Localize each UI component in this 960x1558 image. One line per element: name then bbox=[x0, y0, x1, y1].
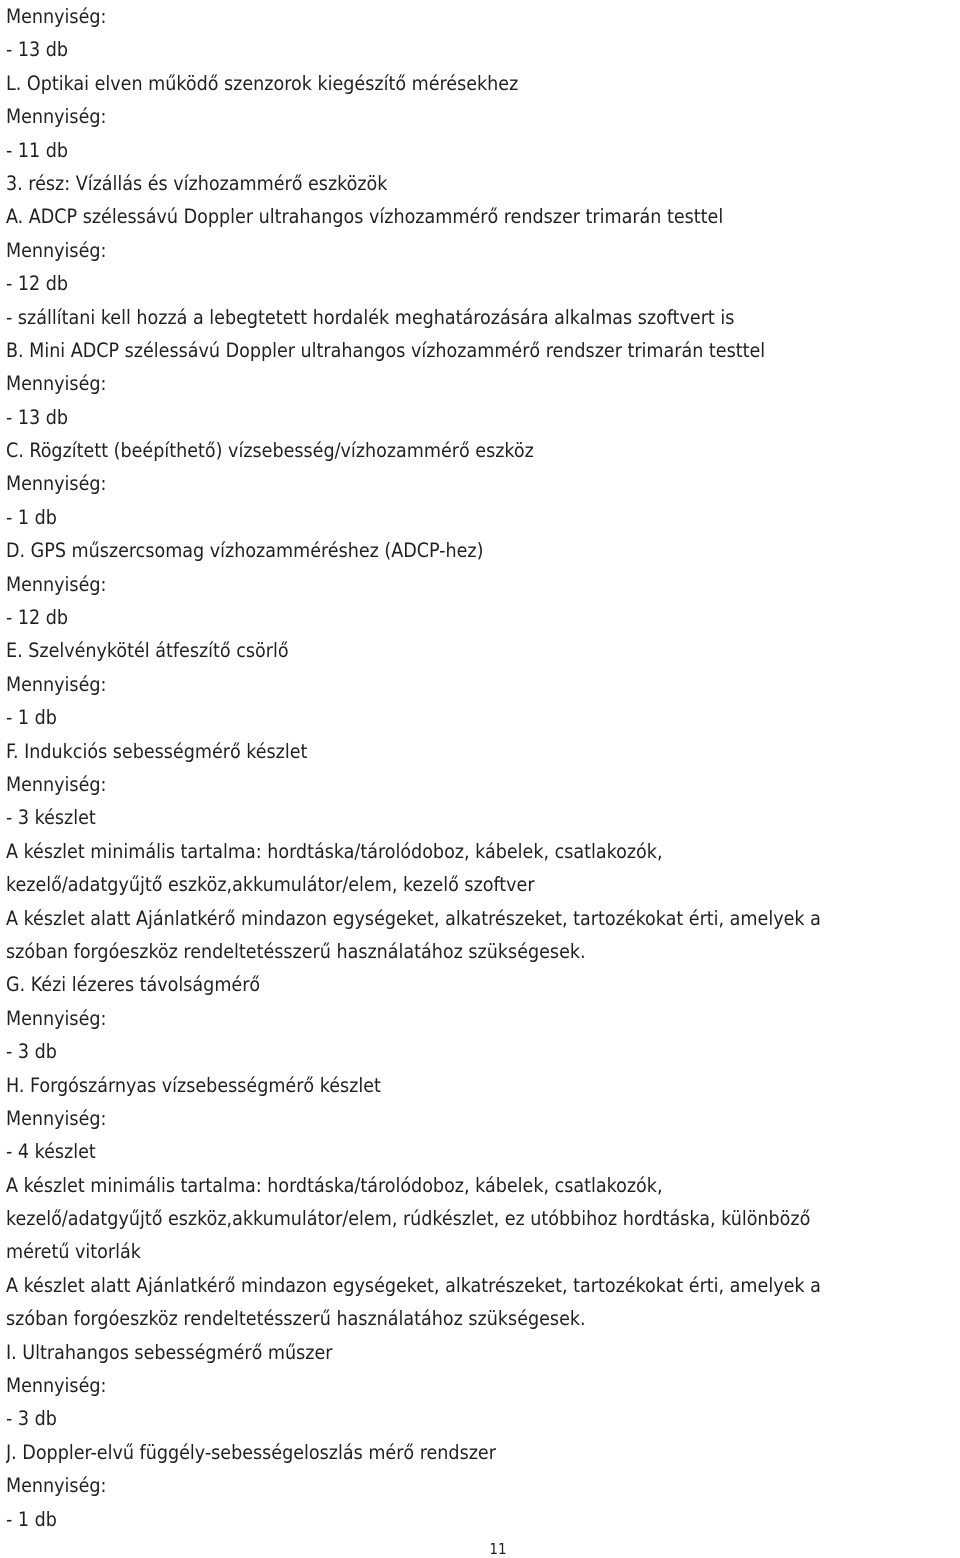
quantity-value: - 3 készlet bbox=[6, 806, 96, 830]
quantity-label: Mennyiség: bbox=[6, 1006, 107, 1030]
item-heading-i: I. Ultrahangos sebességmérő műszer bbox=[6, 1340, 333, 1364]
quantity-label: Mennyiség: bbox=[6, 772, 107, 796]
item-note: - szállítani kell hozzá a lebegtetett hordalék meghatározására alkalmas szoftvert is bbox=[6, 305, 735, 329]
quantity-value: - 1 db bbox=[6, 505, 57, 529]
item-description: kezelő/adatgyűjtő eszköz,akkumulátor/elem, kezelő szoftver bbox=[6, 873, 535, 897]
quantity-label: Mennyiség: bbox=[6, 472, 107, 496]
item-heading-j: J. Doppler-elvű függély-sebességeloszlás mérő rendszer bbox=[6, 1440, 496, 1464]
item-heading-c: C. Rögzített (beépíthető) vízsebesség/vízhozammérő eszköz bbox=[6, 439, 534, 463]
quantity-value: - 13 db bbox=[6, 405, 69, 429]
quantity-label: Mennyiség: bbox=[6, 1374, 107, 1398]
quantity-label: Mennyiség: bbox=[6, 105, 107, 129]
quantity-value: - 13 db bbox=[6, 38, 69, 62]
item-heading-g: G. Kézi lézeres távolságmérő bbox=[6, 973, 261, 997]
quantity-value: - 1 db bbox=[6, 706, 57, 730]
quantity-label: Mennyiség: bbox=[6, 672, 107, 696]
quantity-label: Mennyiség: bbox=[6, 5, 107, 28]
quantity-label: Mennyiség: bbox=[6, 1474, 107, 1498]
quantity-value: - 3 db bbox=[6, 1407, 57, 1431]
quantity-value: - 11 db bbox=[6, 138, 69, 162]
part-heading: 3. rész: Vízállás és vízhozammérő eszközök bbox=[6, 171, 388, 195]
quantity-value: - 1 db bbox=[6, 1507, 57, 1531]
item-heading-f: F. Indukciós sebességmérő készlet bbox=[6, 739, 308, 763]
item-description: kezelő/adatgyűjtő eszköz,akkumulátor/elem, rúdkészlet, ez utóbbihoz hordtáska, különböző bbox=[6, 1207, 811, 1231]
quantity-label: Mennyiség: bbox=[6, 238, 107, 262]
item-description: A készlet minimális tartalma: hordtáska/tárolódoboz, kábelek, csatlakozók, bbox=[6, 839, 663, 863]
item-heading-d: D. GPS műszercsomag vízhozamméréshez (ADCP-hez) bbox=[6, 539, 484, 563]
item-heading-l: L. Optikai elven működő szenzorok kiegészítő mérésekhez bbox=[6, 71, 519, 95]
item-heading-h: H. Forgószárnyas vízsebességmérő készlet bbox=[6, 1073, 381, 1097]
quantity-label: Mennyiség: bbox=[6, 1106, 107, 1130]
item-description: A készlet minimális tartalma: hordtáska/tárolódoboz, kábelek, csatlakozók, bbox=[6, 1173, 663, 1197]
item-heading-e: E. Szelvénykötél átfeszítő csörlő bbox=[6, 639, 289, 663]
item-description: szóban forgóeszköz rendeltetésszerű használatához szükségesek. bbox=[6, 1307, 586, 1331]
document-body bbox=[6, 0, 958, 1536]
quantity-value: - 12 db bbox=[6, 606, 69, 630]
item-description: szóban forgóeszköz rendeltetésszerű használatához szükségesek. bbox=[6, 939, 586, 963]
quantity-value: - 12 db bbox=[6, 272, 69, 296]
quantity-label: Mennyiség: bbox=[6, 572, 107, 596]
item-heading-b: B. Mini ADCP szélessávú Doppler ultrahangos vízhozammérő rendszer trimarán testtel bbox=[6, 338, 766, 362]
quantity-label: Mennyiség: bbox=[6, 372, 107, 396]
item-heading-a: A. ADCP szélessávú Doppler ultrahangos vízhozammérő rendszer trimarán testtel bbox=[6, 205, 724, 229]
item-description: A készlet alatt Ajánlatkérő mindazon egységeket, alkatrészeket, tartozékokat érti, amelyek a bbox=[6, 906, 821, 930]
quantity-value: - 4 készlet bbox=[6, 1140, 96, 1164]
item-description: A készlet alatt Ajánlatkérő mindazon egységeket, alkatrészeket, tartozékokat érti, amelyek a bbox=[6, 1273, 821, 1297]
page-number: 11 bbox=[489, 1540, 507, 1558]
quantity-value: - 3 db bbox=[6, 1040, 57, 1064]
item-description: méretű vitorlák bbox=[6, 1240, 141, 1264]
